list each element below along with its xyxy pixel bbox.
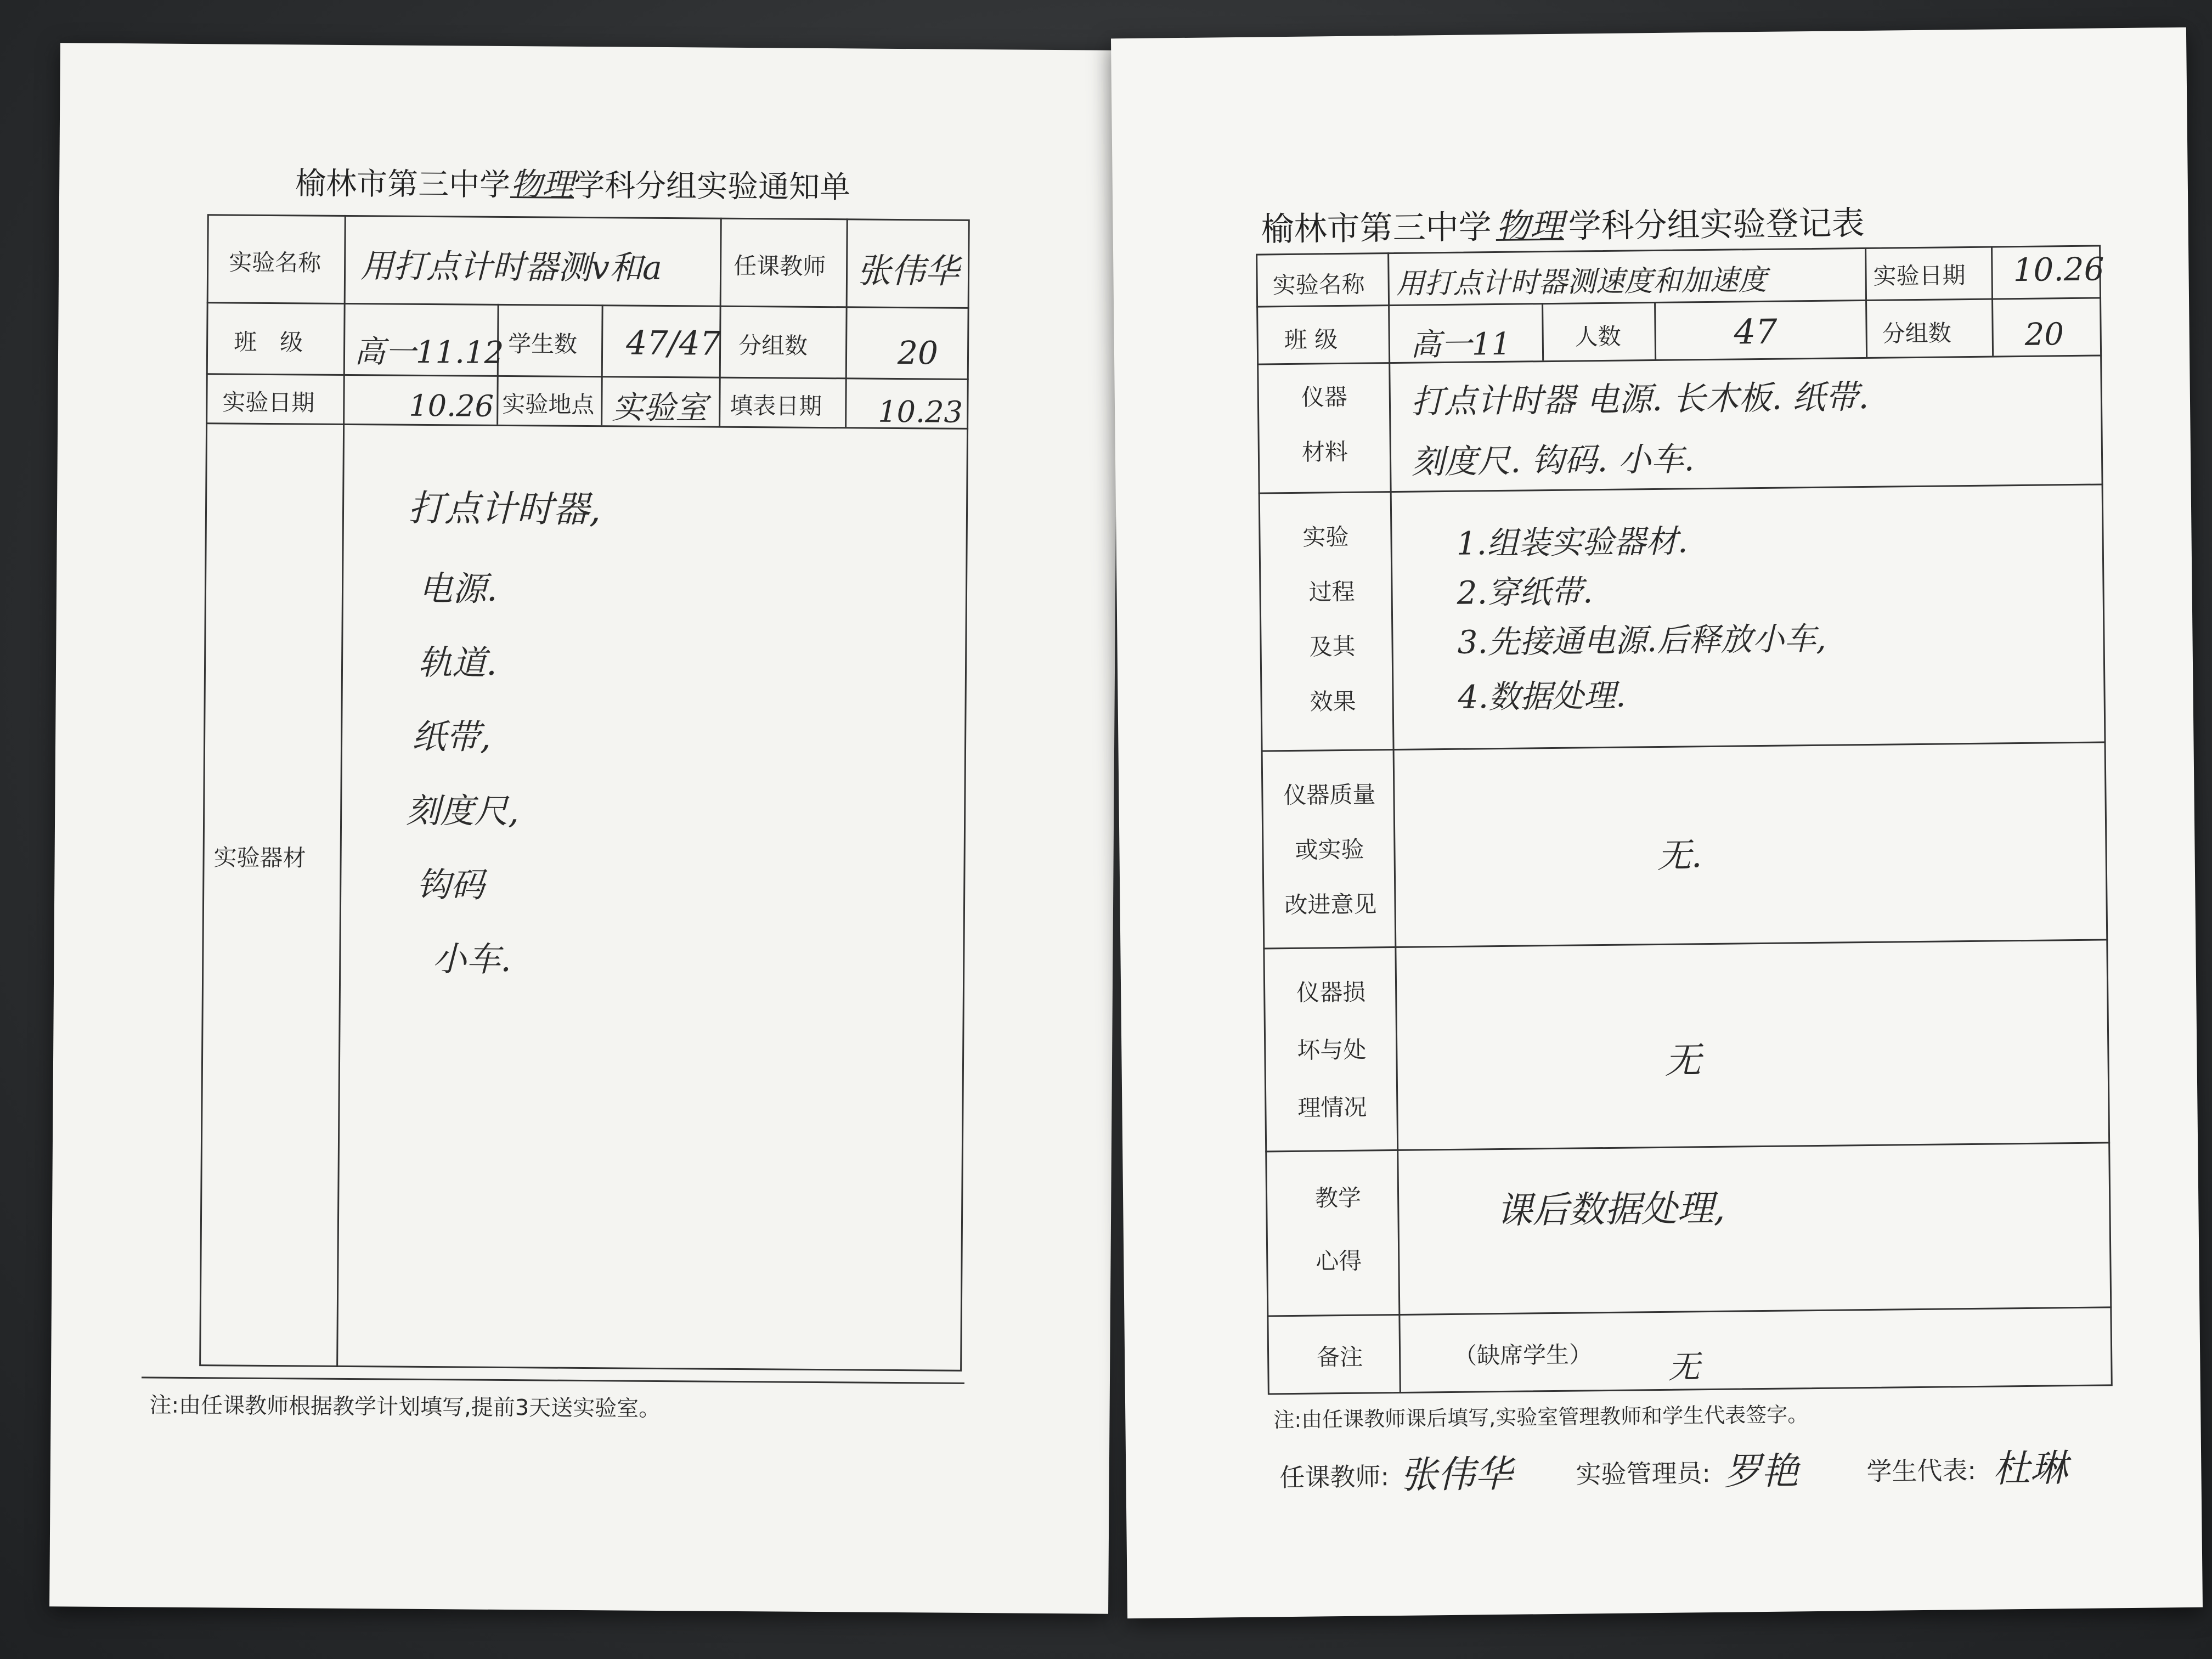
label-class: 班 级 (234, 328, 303, 356)
register-label-instrument: 仪器 (1301, 383, 1348, 411)
register-value-experiment-date: 10.26 (2013, 250, 2104, 289)
value-location: 实验室 (612, 388, 708, 427)
label-student-count: 学生数 (507, 330, 578, 358)
register-value-people: 47 (1734, 311, 1778, 352)
label-teacher: 任课教师 (733, 252, 826, 280)
register-label-quality: 改进意见 (1284, 890, 1377, 919)
register-form-sheet (1111, 27, 2203, 1618)
notice-form-sheet (49, 43, 1119, 1613)
label-experiment-date: 实验日期 (222, 388, 315, 416)
value-group-count: 20 (897, 334, 939, 372)
equipment-item: 小车. (432, 939, 512, 980)
register-value-quality: 无. (1657, 835, 1702, 876)
register-value-experiment-name: 用打点计时器测速度和加速度 (1396, 263, 1767, 301)
equipment-item: 电源. (418, 568, 498, 609)
register-label-people: 人数 (1575, 323, 1621, 351)
register-value-teaching: 课后数据处理, (1496, 1187, 1725, 1232)
notice-footer-rule (142, 1376, 964, 1384)
register-label-process: 过程 (1308, 578, 1355, 606)
register-label-process: 实验 (1302, 523, 1349, 551)
signature-student: 杜琳 (1992, 1447, 2068, 1491)
register-value-class: 高一11 (1410, 326, 1511, 363)
register-value-damage: 无 (1664, 1039, 1701, 1082)
notice-footer-note: 注:由任课教师根据教学计划填写,提前3天送实验室。 (149, 1392, 661, 1421)
label-group-count: 分组数 (738, 331, 808, 359)
register-title-subject: 物理 (1496, 205, 1564, 247)
process-step: 3.先接通电源.后释放小车, (1457, 619, 1827, 661)
value-experiment-name: 用打点计时器测v和a (360, 247, 663, 287)
equipment-item: 打点计时器, (408, 487, 601, 531)
register-value-absent: 无 (1668, 1348, 1700, 1386)
register-form-title (1261, 195, 1865, 251)
register-label-damage: 坏与处 (1297, 1036, 1367, 1064)
label-location: 实验地点 (502, 390, 595, 419)
register-label-process: 效果 (1310, 687, 1356, 715)
notice-title-subject: 物理 (510, 166, 574, 204)
register-footer-note: 注:由任课教师课后填写,实验室管理教师和学生代表签字。 (1273, 1402, 1809, 1432)
notice-title-prefix: 榆林市第三中学 (295, 166, 511, 204)
value-fill-date: 10.23 (878, 394, 963, 430)
register-label-teaching: 心得 (1316, 1247, 1362, 1275)
register-label-absent: （缺席学生） (1453, 1341, 1593, 1369)
value-student-count: 47/47 (625, 324, 721, 363)
register-label-material: 材料 (1301, 438, 1348, 466)
signature-teacher-label: 任课教师: (1279, 1462, 1390, 1493)
register-value-group-count: 20 (2024, 317, 2064, 353)
register-label-experiment-date: 实验日期 (1873, 262, 1966, 290)
equipment-item: 刻度尺, (405, 790, 520, 832)
notice-form-title (295, 157, 851, 207)
signature-admin: 罗艳 (1723, 1449, 1799, 1494)
process-step: 2.穿纸带. (1457, 573, 1593, 612)
process-step: 4.数据处理. (1458, 676, 1626, 716)
register-label-quality: 或实验 (1295, 836, 1364, 864)
label-fill-date: 填表日期 (730, 392, 822, 420)
signature-teacher: 张伟华 (1400, 1452, 1513, 1497)
label-experiment-name: 实验名称 (229, 249, 321, 276)
register-label-class: 班 级 (1284, 326, 1338, 354)
register-label-teaching: 教学 (1314, 1184, 1362, 1212)
register-title-suffix: 学科分组实验登记表 (1568, 204, 1865, 246)
label-equipment: 实验器材 (213, 844, 306, 872)
equipment-item: 轨道. (417, 642, 498, 683)
register-title-prefix: 榆林市第三中学 (1261, 208, 1492, 249)
process-step: 1.组装实验器材. (1456, 522, 1688, 562)
signature-admin-label: 实验管理员: (1576, 1458, 1711, 1489)
register-value-instruments-line2: 刻度尺. 钩码. 小车. (1411, 440, 1695, 482)
value-class: 高一11.12 (354, 334, 504, 371)
register-label-experiment-name: 实验名称 (1272, 270, 1365, 299)
register-label-group-count: 分组数 (1882, 319, 1951, 347)
register-label-damage: 仪器损 (1296, 978, 1366, 1006)
equipment-item: 纸带, (411, 716, 492, 757)
register-label-process: 及其 (1309, 633, 1356, 661)
equipment-item: 钩码 (416, 864, 485, 905)
signature-student-label: 学生代表: (1866, 1455, 1977, 1487)
register-label-quality: 仪器质量 (1283, 781, 1376, 809)
notice-title-suffix: 学科分组实验通知单 (573, 167, 851, 206)
value-teacher: 张伟华 (856, 250, 960, 291)
register-label-remarks: 备注 (1316, 1343, 1363, 1371)
register-value-instruments-line1: 打点计时器 电源. 长木板. 纸带. (1410, 377, 1869, 421)
register-label-damage: 理情况 (1297, 1093, 1367, 1121)
value-experiment-date: 10.26 (409, 388, 494, 424)
